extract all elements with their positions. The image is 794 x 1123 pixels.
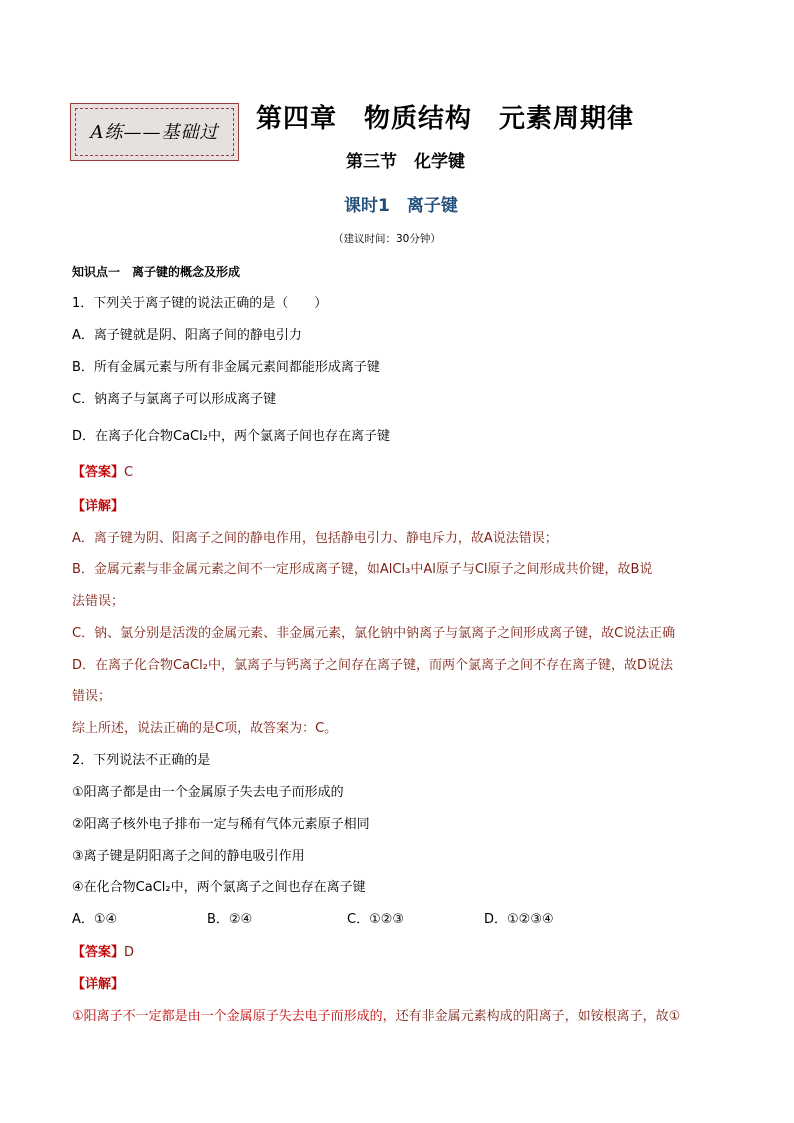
q1-explanation-line-5: D．在离子化合物CaCl₂中，氯离子与钙离子之间存在离子键，而两个氯离子之间不存在离子键，故D说法 xyxy=(72,658,673,673)
q1-answer xyxy=(72,461,133,480)
q2-detail-label: 【详解】 xyxy=(72,977,125,992)
chapter-title: 第四章 物质结构 元素周期律 xyxy=(256,104,635,134)
practice-level-badge xyxy=(70,103,239,161)
time-note: （建议时间：30分钟） xyxy=(333,233,441,245)
q1-explanation-summary: 综上所述，说法正确的是C项，故答案为：C。 xyxy=(72,721,338,736)
q2-option-a: A．①④ xyxy=(72,912,118,927)
q2-answer-label: 【答案】 xyxy=(72,945,125,960)
q1-explanation-line-3: 法错误； xyxy=(72,594,125,609)
q2-explanation-highlight: ①阳离子不一定都是由一个金属原子失去电子而形成的 xyxy=(72,1009,383,1024)
q2-statement-1: ①阳离子都是由一个金属原子失去电子而形成的 xyxy=(72,785,344,800)
lesson-title: 课时1 离子键 xyxy=(344,196,458,216)
knowledge-point-heading: 知识点一 离子键的概念及形成 xyxy=(72,265,241,279)
q1-option-d: D．在离子化合物CaCl₂中，两个氯离子间也存在离子键 xyxy=(72,429,390,444)
q1-option-b: B．所有金属元素与所有非金属元素间都能形成离子键 xyxy=(72,360,380,375)
q2-explanation-rest: ，还有非金属元素构成的阳离子，如铵根离子，故① xyxy=(382,1009,681,1024)
q1-detail-label: 【详解】 xyxy=(72,499,125,514)
q2-answer-value: D xyxy=(124,945,135,960)
q1-answer-label: 【答案】 xyxy=(72,465,125,480)
q2-option-b: B．②④ xyxy=(207,912,253,927)
section-title: 第三节 化学键 xyxy=(346,152,465,172)
q1-stem: 1．下列关于离子键的说法正确的是（ ） xyxy=(72,296,328,311)
badge-text: A练——基础过 xyxy=(90,122,219,143)
q1-answer-value: C xyxy=(124,465,134,480)
q2-statement-4: ④在化合物CaCl₂中，两个氯离子之间也存在离子键 xyxy=(72,880,366,895)
q1-option-c: C．钠离子与氯离子可以形成离子键 xyxy=(72,392,277,407)
q1-explanation-line-2: B．金属元素与非金属元素之间不一定形成离子键，如AlCl₃中Al原子与Cl原子之间形成共价键，故B说 xyxy=(72,562,653,577)
q2-answer xyxy=(72,941,134,960)
q2-option-c: C．①②③ xyxy=(347,912,405,927)
q2-statement-3: ③离子键是阴阳离子之间的静电吸引作用 xyxy=(72,849,305,864)
q1-explanation-line-4: C．钠、氯分别是活泼的金属元素、非金属元素，氯化钠中钠离子与氯离子之间形成离子键，故C说法正确 xyxy=(72,626,676,641)
q1-explanation-line-1: A．离子键为阴、阳离子之间的静电作用，包括静电引力、静电斥力，故A说法错误； xyxy=(72,531,558,546)
q1-explanation-line-6: 错误； xyxy=(72,689,112,704)
q1-option-a: A．离子键就是阴、阳离子间的静电引力 xyxy=(72,328,302,343)
q2-option-d: D．①②③④ xyxy=(484,912,554,927)
q2-stem: 2．下列说法不正确的是 xyxy=(72,753,211,768)
q2-explanation-line-1 xyxy=(72,1005,680,1024)
q2-statement-2: ②阳离子核外电子排布一定与稀有气体元素原子相同 xyxy=(72,817,370,832)
